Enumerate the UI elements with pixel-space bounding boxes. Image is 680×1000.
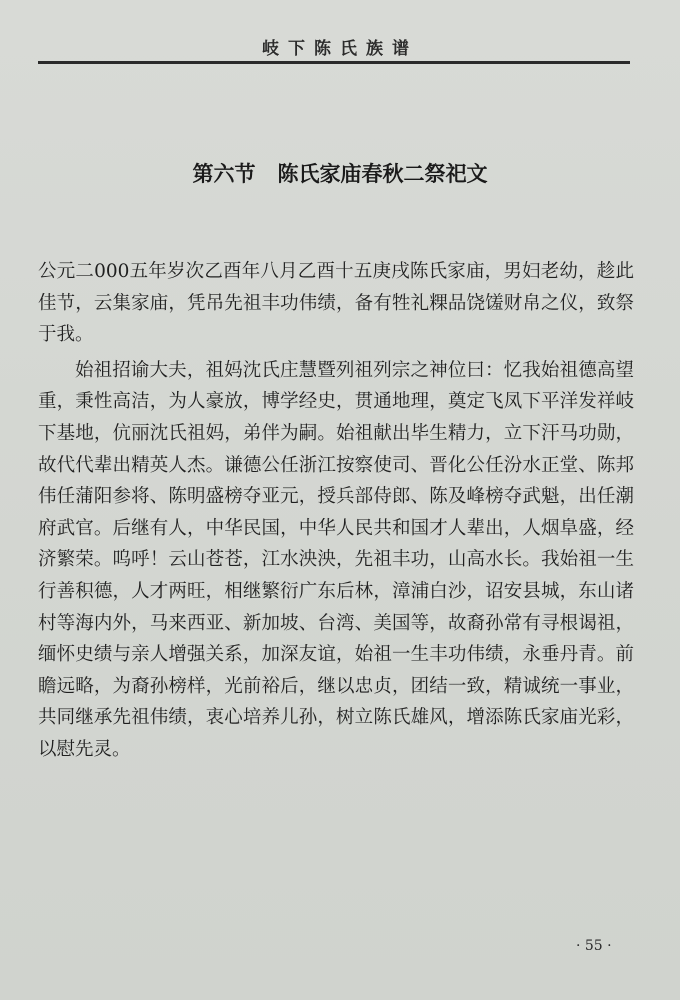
paragraph-main: 始祖招谕大夫，祖妈沈氏庄慧暨列祖列宗之神位曰：忆我始祖德高望重，秉性高洁，为人豪放，博学经史，贯通地理，奠定飞凤下平洋发祥岐下基地，伉丽沈氏祖妈，弟伴为嗣。始祖献出毕生精力，立下汗马功勋，故代代辈出精英人杰。谦德公任浙江按察使司、晋化公任汾水正堂、陈邦伟任蒲阳参将、陈明盛榜夺亚元，授兵部侍郎、陈及峰榜夺武魁，出任潮府武官。后继有人，中华民国，中华人民共和国才人辈出，人烟阜盛，经济繁荣。呜呼！云山苍苍，江水泱泱，先祖丰功，山高水长。我始祖一生行善积德，人才两旺，相继繁衍广东后林，漳浦白沙，诏安县城，东山诸村等海内外，马来西亚、新加坡、台湾、美国等，故裔孙常有寻根谒祖，缅怀史绩与亲人增强关系，加深友谊，始祖一生丰功伟绩，永垂丹青。前瞻远略，为裔孙榜样，光前裕后，继以忠贞，团结一致，精诚统一事业，共同继承先祖伟绩，衷心培养儿孙，树立陈氏雄风，增添陈氏家庙光彩，以慰先灵。 (38, 359, 634, 760)
section-heading (0, 158, 680, 188)
paragraph-opening: 公元二000五年岁次乙酉年八月乙酉十五庚戌陈氏家庙，男妇老幼，趁此佳节，云集家庙，凭吊先祖丰功伟绩，备有牲礼粿品饶馐财帛之仪，致祭于我。 (38, 261, 634, 346)
section-number: 第六节 (192, 161, 256, 186)
section-title: 陈氏家庙春秋二祭祀文 (277, 161, 488, 186)
running-head: 岐下陈氏族谱 (262, 39, 418, 59)
header-rule (38, 61, 630, 64)
body-text (38, 256, 634, 770)
page-number: · 55 · (576, 938, 612, 954)
